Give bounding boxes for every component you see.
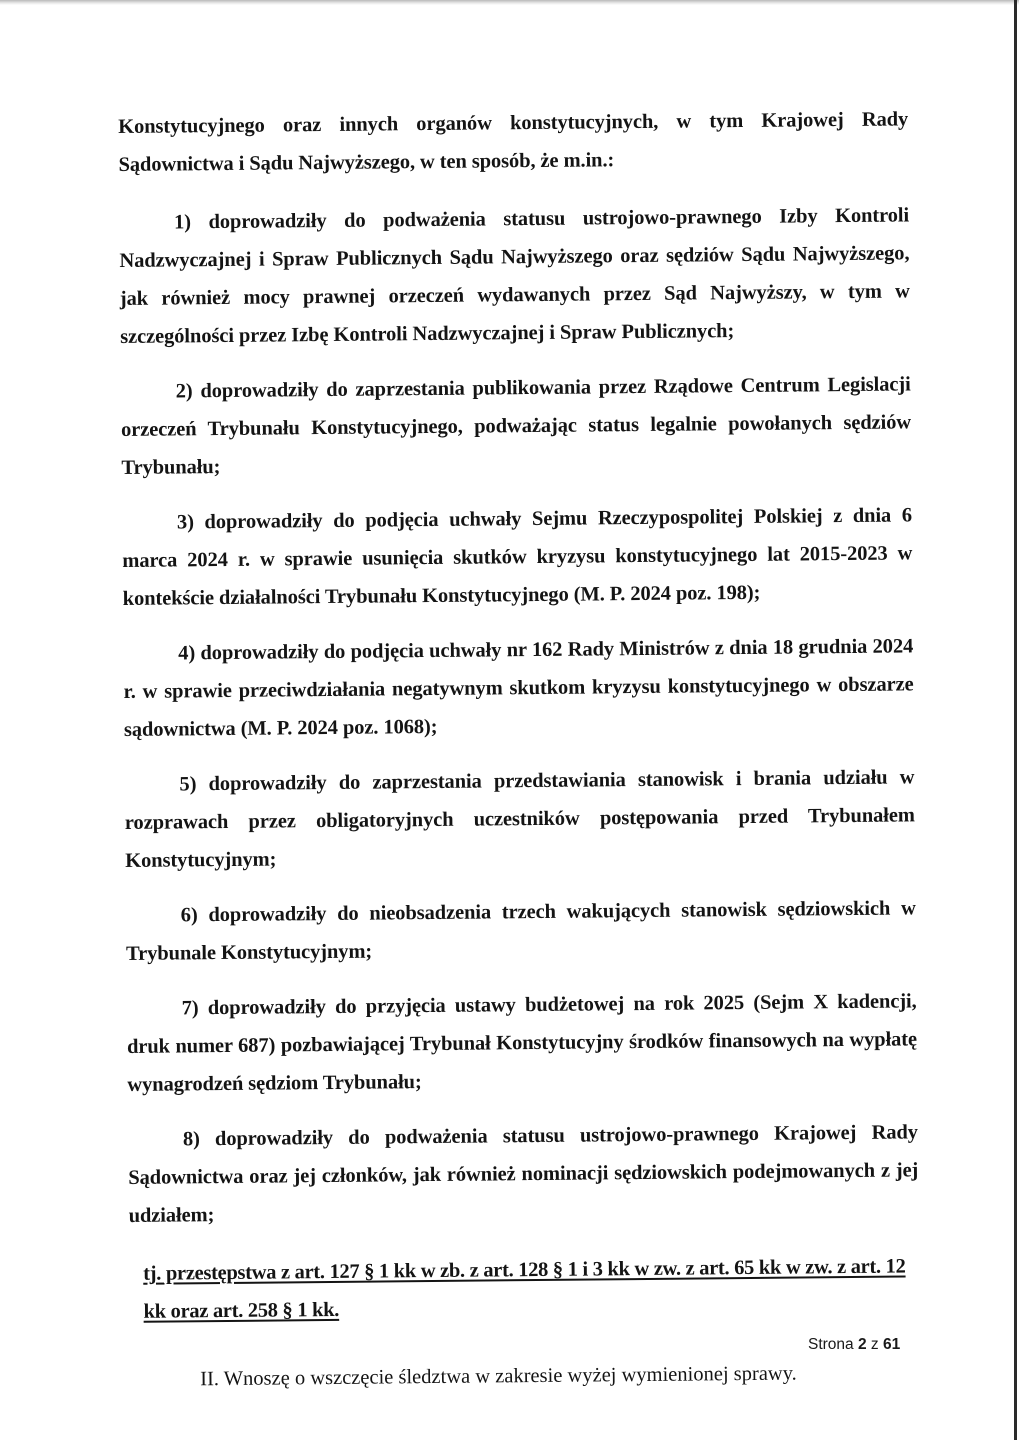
list-item-4: 4) doprowadziły do podjęcia uchwały nr 162 Rady Ministrów z dnia 18 grudnia 2024 r. w sprawie przeciwdziałania negatywnym skutkom kryzysu konstytucyjnego w obszarze sądownictwa (M. P. 2024 poz. 1068);	[123, 635, 914, 741]
legal-qualification: tj. przestępstwa z art. 127 § 1 kk w zb. z art. 128 § 1 i 3 kk w zw. z art. 65 kk w zw. z art. 12 kk oraz art. 258 § 1 kk.	[143, 1255, 906, 1323]
list-item-7: 7) doprowadziły do przyjęcia ustawy budżetowej na rok 2025 (Sejm X kadencji, druk numer 687) pozbawiającej Trybunał Konstytucyjny środków finansowych na wypłatę wynagrodzeń sędziom Trybunału;	[126, 990, 918, 1096]
page-number-footer	[808, 1336, 900, 1354]
list-item-2: 2) doprowadziły do zaprzestania publikowania przez Rządowe Centrum Legislacji orzeczeń Trybunału Konstytucyjnego, podważając status legalnie powołanych sędziów Trybunału;	[120, 373, 912, 479]
footer-total-pages: 61	[882, 1336, 901, 1353]
list-item-8: 8) doprowadziły do podważenia statusu ustrojowo-prawnego Krajowej Rady Sądownictwa oraz jej członków, jak również nominacji sędziowskich podejmowanych z jej udziałem;	[128, 1121, 919, 1227]
scan-right-edge	[1014, 0, 1017, 1440]
footer-prefix: Strona	[808, 1336, 854, 1353]
intro-paragraph: Konstytucyjnego oraz innych organów konstytucyjnych, w tym Krajowej Rady Sądownictwa i Sądu Najwyższego, w ten sposób, że m.in.:	[118, 108, 909, 176]
document-page	[118, 100, 920, 1395]
list-item-3: 3) doprowadziły do podjęcia uchwały Sejmu Rzeczypospolitej Polskiej z dnia 6 marca 2024 r. w sprawie usunięcia skutków kryzysu konstytucyjnego lat 2015-2023 w kontekście działalności Trybunału Konstytucyjnego (M. P. 2024 poz. 198);	[122, 504, 913, 610]
scan-top-edge	[0, 0, 1019, 5]
request-paragraph: II. Wnoszę o wszczęcie śledztwa w zakresie wyżej wymienionej sprawy.	[200, 1362, 797, 1391]
footer-current-page: 2	[857, 1336, 867, 1353]
footer-separator: z	[870, 1336, 879, 1353]
list-item-5: 5) doprowadziły do zaprzestania przedstawiania stanowisk i brania udziału w rozprawach przez obligatoryjnych uczestników postępowania przed Trybunałem Konstytucyjnym;	[124, 766, 915, 872]
list-item-1: 1) doprowadziły do podważenia statusu ustrojowo-prawnego Izby Kontroli Nadzwyczajnej i Spraw Publicznych Sądu Najwyższego oraz sędziów Sądu Najwyższego, jak również mocy prawnej orzeczeń wydawanych przez Sąd Najwyższy, w tym w szczególności przez Izbę Kontroli Nadzwyczajnej i Spraw Publicznych;	[119, 204, 910, 348]
list-item-6: 6) doprowadziły do nieobsadzenia trzech wakujących stanowisk sędziowskich w Trybunale Konstytucyjnym;	[126, 897, 916, 965]
